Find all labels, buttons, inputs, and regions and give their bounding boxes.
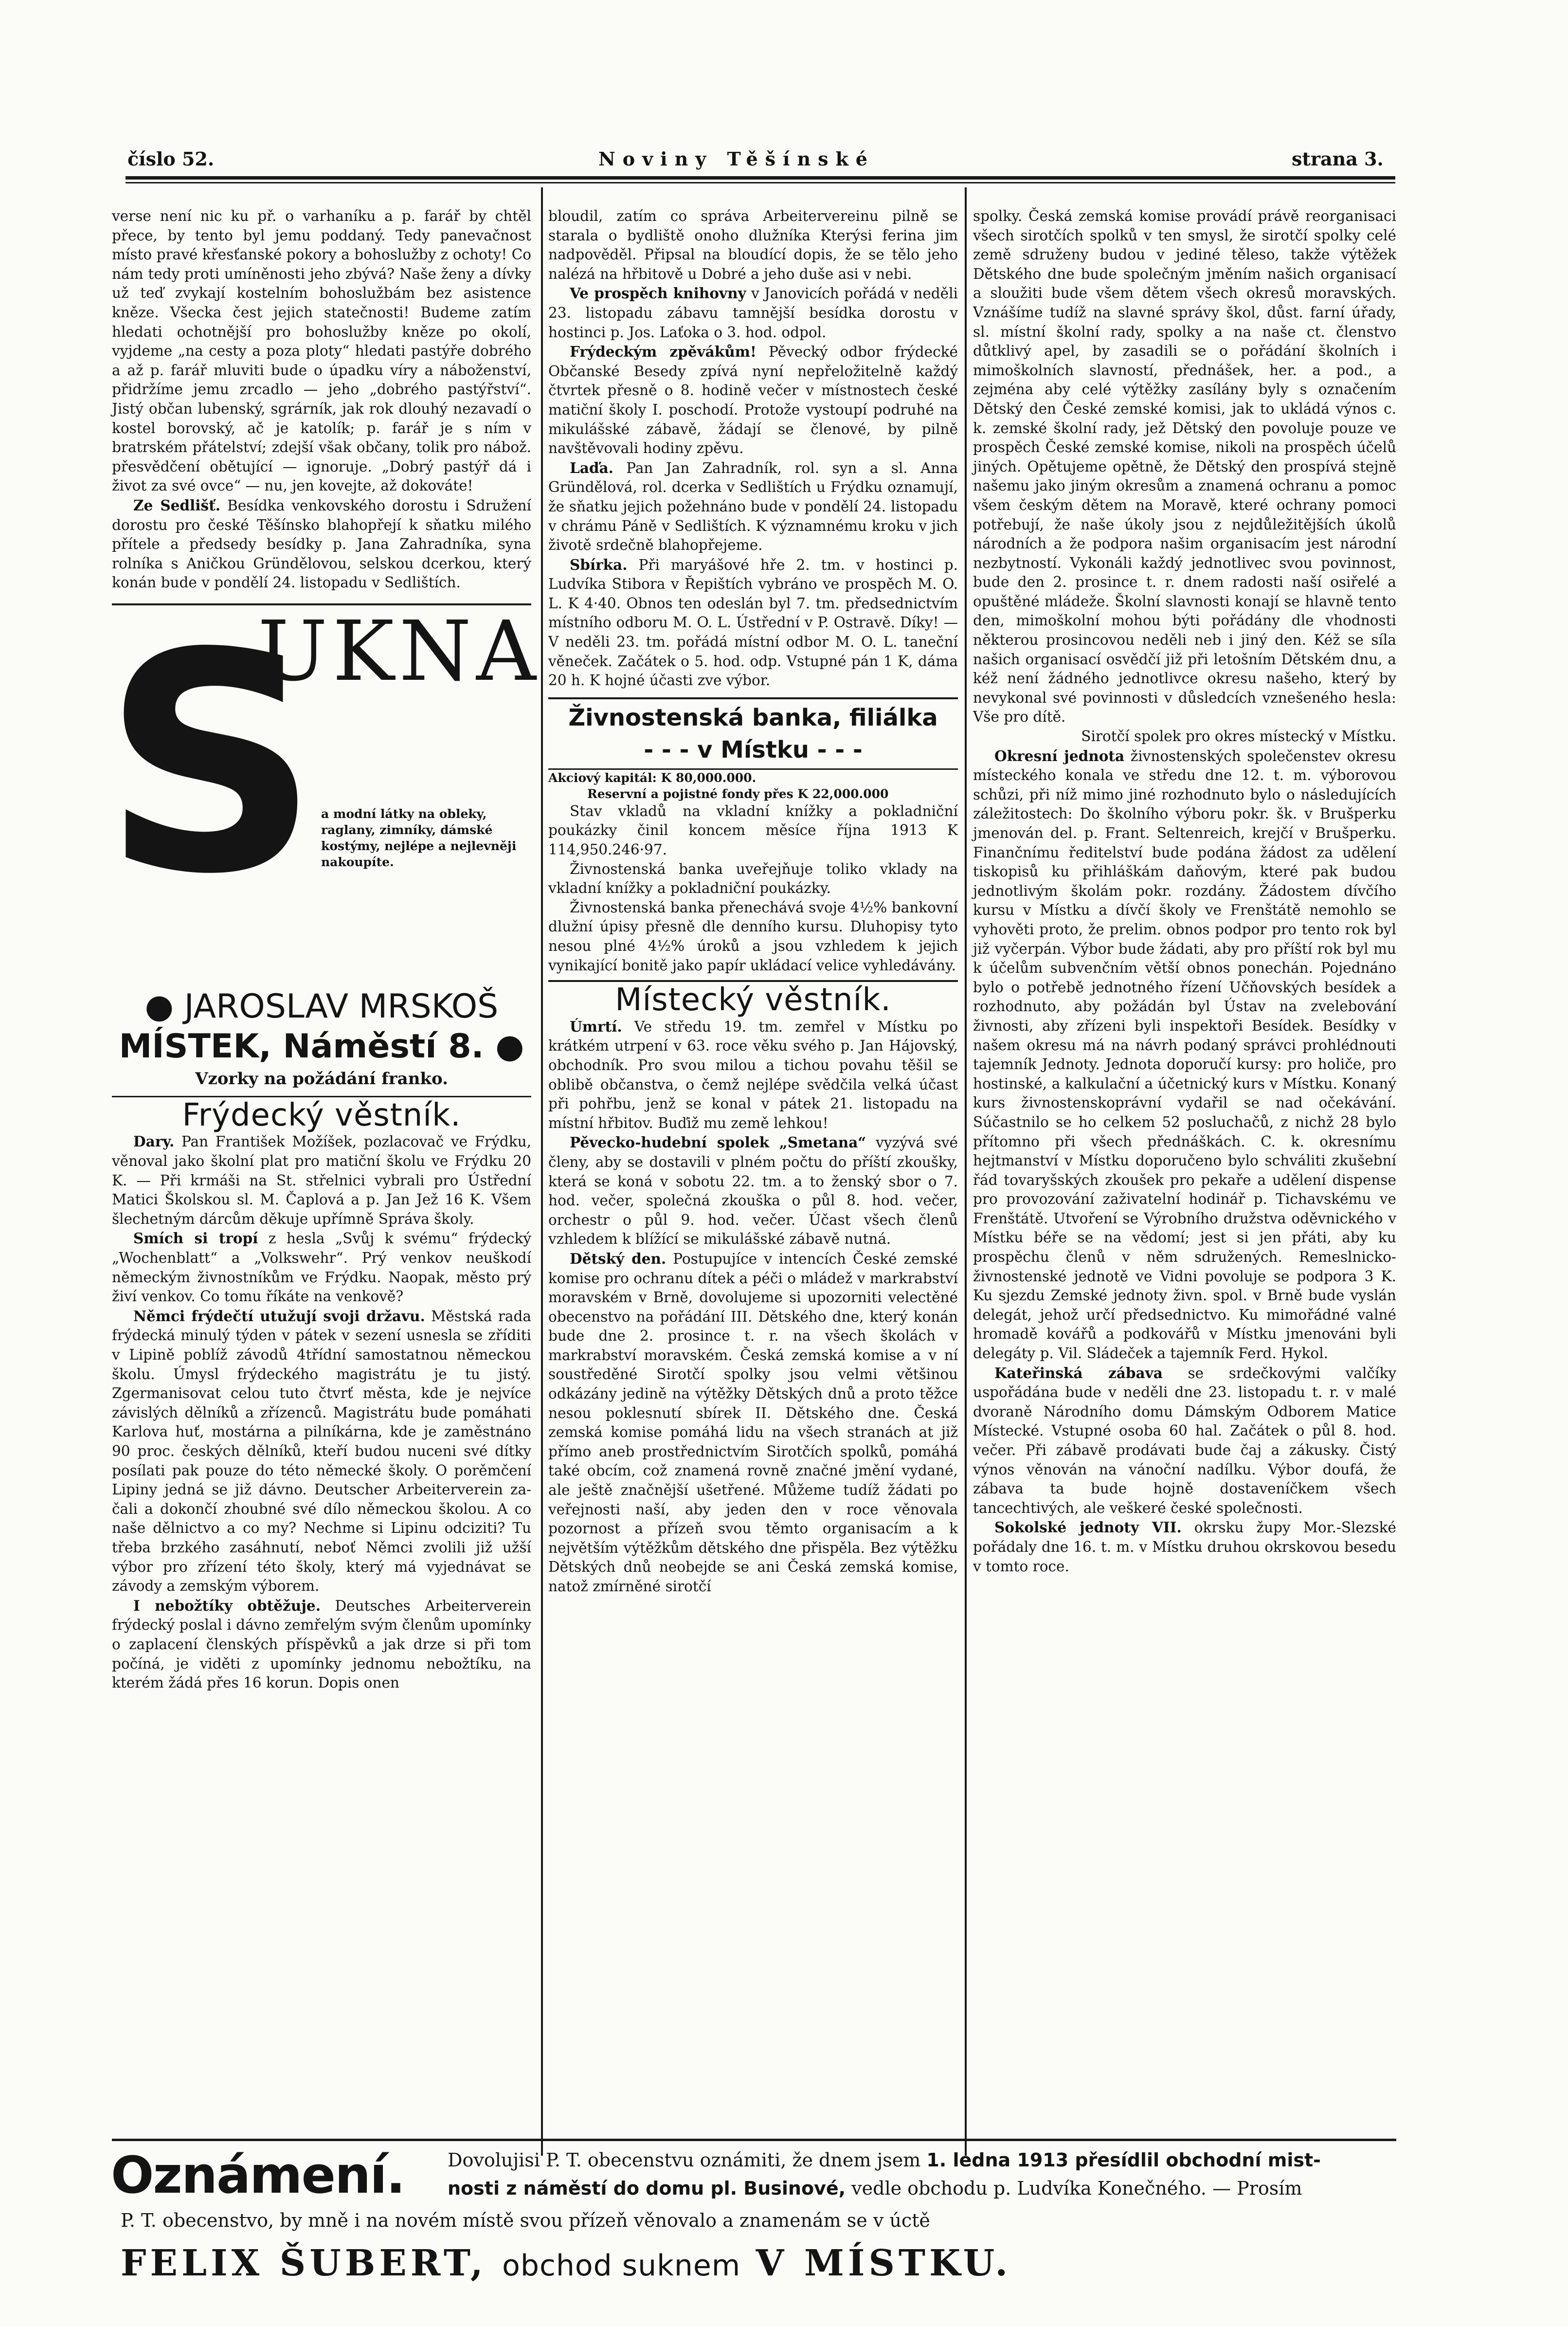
article-lead: Ve prospěch knihovny (570, 285, 746, 302)
article-text: spolky. Česká zemská komise provádí právě reorganisaci všech sirotčích spolků v ten smysl, že sirotčí spolky celé země sdruženy budou v jediné těleso, takže výtěžek Dětského dne bude společným jměním našich organisací a sloužiti bude všem dětem všech okresů moravských. Vznášíme tudíž na slavné správy škol, důst. farní úřady, sl. místní školní rady, spolky a na naše ct. členstvo důtklivý apel, by zasadili se o pořádání školních i mimoškolních slavností, přednášek, her. a pod., a zejména aby celé výtěžky zasílány byly s označením Dětský den České zemské komisi, jak to ukládá výnos c. k. zemské školní rady, jež Dětský den povoluje pouze ve prospěch České zemské komise, nikoli na prospěch účelů jiných. Opětujeme opětně, že Dětský den prospívá stejně našemu jako jiným okresům a znamená ochranu a pomoc všem českým dětem na Moravě, které ochrany pomoci potřebují, že naše úkoly jsou z nejdůležitějších úkolů národních a že podpora našim organisacím jest národní nezbytností. Vykonáli každý jednotlivec svou povinnost, bude den 2. prosince t. r. dnem radosti naší osiřelé a opuštěné mládeže. Školní slavnosti konají se hlavně tento den, mimoškolní mohou býti pořádány dle vhodnosti některou prosincovou neděli neb i jiný den. Kéž se síla našich organisací osvědčí již při letošním Dětském dnu, a kéž není žádného jednotlivce okresu našeho, který by nevykonal své povinnosti v důsledcích vznešeného hesla: Vše pro dítě. (973, 208, 1396, 726)
bank-text: Stav vkladů na vkladní knížky a pokladniční poukázky činil koncem měsíce října 1913 K 114,950.246·97. (548, 802, 958, 858)
article-signature: Sirotčí spolek pro okres místecký v Místku. (1081, 728, 1396, 745)
footer-text-bold: 1. ledna 1913 přesídlil obchodní mist- (926, 2149, 1321, 2171)
article-lead: Pěvecko-hudební spolek „Smetana“ (570, 1134, 866, 1151)
article-text: Deutsches Arbeiterverein frýdecký poslal i dávno zemřelým svým členům upomínky o zaplacení členských příspěvků a jak drze si při tom počíná, je viděti z upomínky jednomu nebožtíku, na kterém žádá přes 16 korun. Dopis onen (112, 1597, 531, 1691)
article-lead: Dětský den. (570, 1250, 667, 1267)
article-text: okrsku župy Mor.-Slezské pořádaly dne 16. t. m. v Místku druhou okrskovou besedu v tomto roce. (973, 1519, 1396, 1575)
footer-line-1 (448, 2147, 1321, 2173)
article-text: z hesla „Svůj k svému“ frýdecký „Wochenblatt“ a „Volkswehr“. Prý venkov neuškodí německým živnostníkům ve Frýdku. Naopak, město prý živí venkov. Co tomu říkáte na venkově? (112, 1230, 531, 1305)
article-text: vyzývá své členy, aby se dostavili v plném počtu do příští zkoušky, která se koná v sobotu 22. tm. a to ženský sbor o 7. hod. večer, společná zkouška o půl 8. hod. večer, orchestr o půl 9. hod. večer. Účast všech členů vzhledem k blížící se mikulášské zábavě nutná. (548, 1134, 958, 1248)
advertisement-sukna (102, 589, 541, 975)
article-text: verse není nic ku př. o varhaníku a p. farář by chtěl přece, by tento byl jemu poddaný. Tedy panevačnost místo pravé křesťanské pokory a bohoslužby z ochoty! Co nám tedy proti umíněnosti jeho zbývá? Naše ženy a dívky už teď zvykají kostelním bohoslužbám bez asistence kněze. Všecka čest jejich statečnosti! Budeme zatím hledati ochotnější pro bohoslužby kněze po okolí, vyjdeme „na cesty a poza ploty“ hledati pastýře dobrého a až p. farář mluviti bude o úpadku víry a náboženství, přidržíme jemu zrcadlo — jeho „dobrého pastýřství“. Jistý občan lubenský, sgrárník, jak rok dlouhý nezavadí o kostel borovský, ač je katolík; p. farář je s ním v bratrském přátelství; zdejší však občany, tolik pro nábož. přesvědčení obětující — ignoruje. „Dobrý pastýř dá i život za své ovce“ — nu, jen kovejte, až dokováte! (112, 208, 531, 494)
article-lead: Okresní jednota (994, 747, 1125, 764)
ad-samples: Vzorky na požádání franko. (195, 1069, 448, 1089)
footer-text: vedle obchodu p. Ludvíka Konečného. — Prosím (851, 2178, 1302, 2199)
newspaper-title: Noviny Těšínské (598, 148, 875, 170)
bank-reserve: Reservní a pojistné fondy přes K 22,000.000 (587, 786, 889, 801)
divider (548, 697, 958, 699)
article-text: se srdečkovými valčíky uspořádána bude v neděli dne 23. listopadu t. r. v malé dvoraně Národního domu Dámským Odborem Matice Místecké. Vstupné osoba 60 hal. Začátek o půl 8. hod. večer. Při zábavě prodávati bude čaj a zákusky. Čistý výnos věnován na vánoční nadílku. Výbor doufá, že zábava ta bude hojně dostaveníčkem všech tancechtivých, ale veškeré české společnosti. (973, 1364, 1396, 1516)
signature-place: V MÍSTKU. (756, 2242, 1012, 2284)
article-lead: Kateřinská zábava (994, 1364, 1163, 1382)
article-text: Městská rada frýdecká minulý týden v pátek v sezení usnesla se zříditi v Lipině poblíž závodů 4třídní samostatnou německou školu. Úmysl frýdeckého magistrátu je tu jistý. Zgermanisovat celou tuto čtvrť města, kde je nejvíce závislých dělníků a zřízenců. Magistrátu bude pomáhati Karlova huť, mostárna a pilníkárna, kde je zaměstnáno 90 proc. českých dělníků, kteří budou nuceni své dítky posílati pak pouze do této německé školy. O porěmčení Lipiny jedná se již dávno. Deutscher Arbeiterverein za-čali a dokončí zhoubné své dílo německou školou. A co naše dělnictvo a co my? Nechme si Lipinu odciziti? Tu třeba brzkého zasáhnutí, neboť Němci zvolili již užší výbor pro zřízení této školy, který má vyjednávat se závody a zemským výborem. (112, 1308, 531, 1595)
bank-subtitle: - - - v Místku - - - (644, 736, 863, 764)
footer-rule (112, 2139, 1396, 2141)
column-1 (102, 207, 541, 1693)
section-title: Frýdecký věstník. (182, 1097, 461, 1133)
header-rule (126, 176, 1395, 180)
signature-name: FELIX ŠUBERT, (121, 2242, 487, 2284)
section-title: Místecký věstník. (615, 982, 891, 1018)
article-text: v Janovicích pořádá v neděli 23. listopadu zábavu tamnější besídka dorostu v hostinci p. Jos. Laťoka o 3. hod. odpol. (548, 285, 958, 341)
article-lead: Smích si tropí (133, 1230, 258, 1247)
article-text: Pan František Možíšek, pozlacovač ve Frýdku, věnoval jako školní plat pro matiční školu ve Frýdku 20 K. — Při krmáši na St. střelnici vybrali pro Ústřední Matici Školskou sl. M. Čaplová a p. Jan Jež 16 K. Všem šlechetným dárcům děkuje upřímně Správa školy. (112, 1133, 531, 1227)
article-lead: Němci frýdečtí utužují svoji državu. (133, 1307, 425, 1325)
ad-big-letter: S (102, 589, 320, 940)
article-lead: Sokolské jednoty VII. (994, 1519, 1182, 1536)
article-lead: Frýdeckým zpěvákům! (570, 343, 757, 361)
column-3 (973, 207, 1396, 1576)
bank-text: Živnostenská banka uveřejňuje toliko vklady na vkladní knížky a pokladniční poukázky. (548, 860, 958, 897)
column-divider (541, 187, 543, 2156)
footer-line-2 (448, 2176, 1302, 2201)
issue-number: číslo 52. (127, 148, 215, 170)
article-lead: Laďa. (570, 459, 613, 476)
page-number: strana 3. (1292, 148, 1384, 170)
header-rule-thin (126, 182, 1395, 183)
signature-business: obchod suknem (502, 2249, 741, 2283)
footer-title: Oznámení. (111, 2145, 405, 2205)
footer-text: Dovolujisi P. T. obecenstvu oznámiti, že dnem jsem (448, 2149, 921, 2171)
ad-word: UKNA (258, 603, 541, 700)
article-text: Pan Jan Zahradník, rol. syn a sl. Anna Gründělová, rol. dcerka v Sedlištích u Frýdku oznamují, že sňatku jejich požehnáno bude v pondělí 24. listopadu v chrámu Páně v Sedlištích. K významnému kroku v jich životě srdečně blahopřejeme. (548, 459, 958, 554)
footer-text: P. T. obecenstvo, by mně i na novém místě svou přízeň věnovalo a znamenám se v úctě (121, 2210, 930, 2231)
article-text: bloudil, zatím co správa Arbeitervereinu pilně se starala o bydliště onoho dlužníka Kterýsi ferina jim nadpověděl. Připsal na bloudící dopis, že se tělo jeho nalézá na hřbitově u Dobré a jeho duše asi v nebi. (548, 208, 958, 282)
footer-advertisement (111, 2144, 1398, 2309)
footer-signature (121, 2239, 1011, 2290)
article-text: Pěvecký odbor frýdecké Občanské Besedy zpívá nyní nepřeložitelně každý čtvrtek přesně o 8. hodině večer v místnostech české matiční školy I. poschodí. Protože vystoupí podruhé na mikulášské zábavě, žádají se členové, by pilně navštěvovali hodiny zpěvu. (548, 344, 958, 457)
ad-name: ● JAROSLAV MRSKOŠ (144, 987, 499, 1026)
article-lead: Ze Sedlišť. (133, 496, 220, 514)
article-text: Besídka venkovského dorostu i Sdružení dorostu pro české Těšínsko blahopřejí k sňatku milého přítele a předsedy besídky p. Jana Zahradníka, syna rolníka s Aničkou Gründělovou, selskou dcerkou, který konán bude v pondělí 24. listopadu v Sedlištích. (112, 497, 531, 591)
article-text: Ve středu 19. tm. zemřel v Místku po krátkém utrpení v 63. roce věku svého p. Jan Hájovský, obchodník. Pro svou milou a tichou povahu těšil se oblibě občanstva, o čemž nejlépe svědčila velká účast při pohřbu, jenž se konal v pátek 21. listopadu na místní hřbitov. Buďiž mu země lehkou! (548, 1018, 958, 1131)
article-text: Postupujíce v intencích České zemské komise pro ochranu dítek a péči o mládež v markrabství moravském v Brně, dovolujeme si upozorniti velectěné obecenstvo na pořádání III. Dětského dne, který konán bude dne 2. prosince t. r. na všech školách v markrabství moravském. Česká zemská komise a v ní soustředěné Sirotčí spolky jsou velmi většinou odkázány jedině na výtěžky Dětských dnů a proto těžce nesou poklesnutí sbírek II. Dětského dne. Česká zemská komise pomáhá lidu na všech stranách at již přímo aneb prostřednictvím Sirotčích spolků, pomáhá také obcím, což znamená rovně značné jmění vydané, ale ještě značnější ušetřené. Můžeme tudíž žádati po veřejnosti naší, aby jeden den v roce věnovala pozornost a přízeň svou těmto organisacím a k největším výtěžkům dětského dne přispěla. Bez výtěžku Dětských dnů neobejde se ani Česká zemská komise, natož zmírněné sirotčí (548, 1250, 958, 1595)
article-text: Při maryášové hře 2. tm. v hostinci p. Ludvíka Stibora v Řepištích vybráno ve prospěch M. O. L. K 4·40. Obnos ten odeslán byl 7. tm. předsednictvím místního odboru M. O. L. Ústřední v P. Ostravě. Díky! — V neděli 23. tm. pořádá místní odbor M. O. L. taneční věneček. Začátek o 5. hod. odp. Vstupné pán 1 K, dáma 20 h. K hojné účasti zve výbor. (548, 556, 958, 689)
ad-text: a modní látky na obleky, raglany, zimníky, dámské kostýmy, nejlépe a nejlevněji nakoupíte. (321, 806, 517, 869)
bank-title: Živnostenská banka, filiálka (568, 704, 938, 731)
article-lead: Sbírka. (570, 556, 628, 573)
article-lead: Dary. (133, 1133, 175, 1150)
column-divider (965, 187, 967, 2156)
column-2 (548, 207, 958, 1597)
footer-text-bold: nosti z náměstí do domu pl. Businové, (448, 2178, 846, 2199)
article-text: živnostenských společenstev okresu místeckého konala ve středu dne 12. t. m. výborovou schůzi, při níž mimo jiné rozhodnuto bylo o následujících záležitostech: Do školního výboru pokr. šk. v Brušperku jmenován del. p. Frant. Seltenreich, krejčí v Brušperku. Finančnímu ředitelství bude podána žádost za udělení tiskopisů ku přihláškám daňovým, které pak budou jednotlivým školám pokr. rozdány. Žádostem dívčího kursu v Místku a dívčí školy ve Frenštátě nemohlo se vyhověti proto, že prelim. obnos podpor pro tento rok byl již vyčerpán. Výbor bude žádati, aby pro příští rok byl mu k účelům subvenčním větší obnos ponechán. Pojednáno bylo o potřebě jednotného řízení Učňovských besídek a rozhodnuto, aby požádán byl Ústav na zvelebování živnosti, aby zřízeni byli inspektoři Besídek. Besídky v našem okresu má na návrh podaný správci prohlédnouti tajemník Jednoty. Jednota doporučí kursy: pro holiče, pro hostinské, a kalkulační a účetnický kurs v Místku. Konaný kurs živnostenskoprávní vydařil se nad očekávání. Súčastnilo se ho celkem 52 posluchačů, z nichž 28 bylo přítomno při všech přednáškách. C. k. okresnímu hejtmanství v Místku doporučeno bylo schváliti zkušební řád tovaryšských zkoušek pro pekaře a udělení dispense pro provozování zaživatelní hodinář p. Tichavskému ve Frenštátě. Utvoření se Výrobního družstva oděvnického v Místku béře se na vědomí; jest si jen přáti, aby ku prospěchu členů v něm sdružených. Remeslnicko-živnostenské jednotě ve Vidni povoluje se podpora 3 K. Ku sjezdu Zemské jednoty živn. spol. v Brně bude vyslán delegát, jehož určí předsednictvo. Ku mimořádné valné hromadě kovářů a podkovářů v Místku jmenováni byli delegáty p. Vil. Sládeček a tajemník Ferd. Hykol. (973, 747, 1397, 1362)
article-lead: Úmrtí. (570, 1018, 622, 1035)
bank-capital: Akciový kapitál: K 80,000.000. (548, 770, 757, 785)
article-lead: I nebožtíky obtěžuje. (133, 1597, 321, 1614)
bank-text: Živnostenská banka přenechává svoje 4½% bankovní dlužní úpisy přesně dle denního kursu. Dluhopisy tyto nesou plné 4½% úroků a jsou vzhledem k jejich vynikající bonitě jako papír ukládací velice vyhledávány. (548, 899, 958, 974)
ad-place: MÍSTEK, Náměstí 8. ● (119, 1027, 524, 1066)
